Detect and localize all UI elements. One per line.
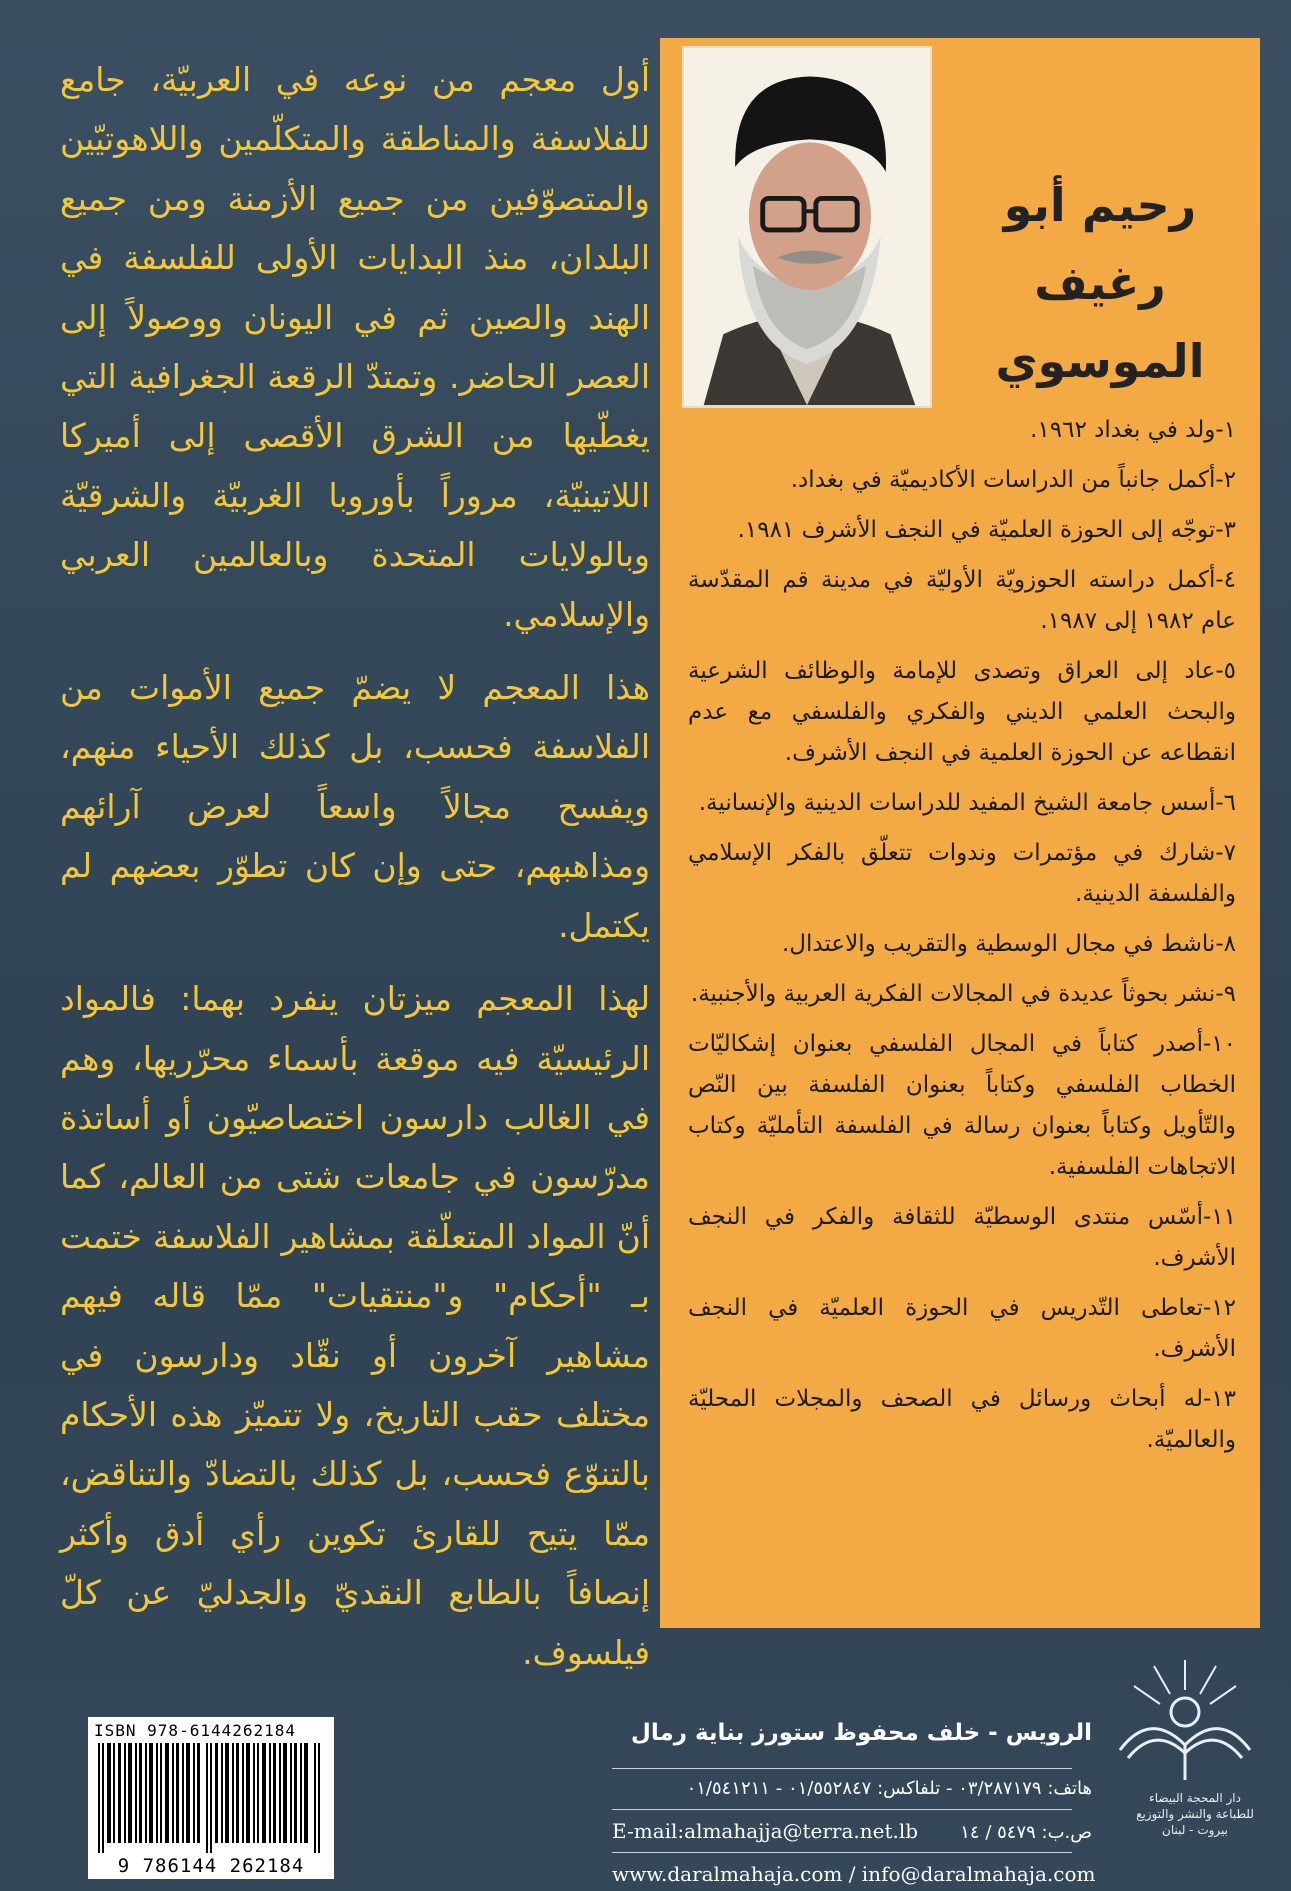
author-name [950,166,1250,400]
divider [612,1852,1072,1853]
publisher-address: الرويس - خلف محفوظ ستورز بناية رمال [630,1720,1092,1746]
bio-item: ٥-عاد إلى العراق وتصدى للإمامة والوظائف الشرعية والبحث العلمي الديني والفكري والفلسفي مع عدم انقطاعه عن الحوزة العلمية في النجف الأشرف. [688,658,1236,766]
author-portrait-icon [684,48,930,406]
publisher-email[interactable]: E-mail:almahajja@terra.net.lb [612,1819,919,1843]
logo-line-2: للطباعة والنشر والتوزيع [1136,1807,1254,1821]
bio-item: ٦-أسس جامعة الشيخ المفيد للدراسات الدينية والإنسانية. [698,790,1236,816]
author-name-line-3: الموسوي [995,334,1205,388]
bio-item: ٨-ناشط في مجال الوسطية والتقريب والاعتدال. [782,931,1236,957]
bio-item: ٤-أكمل دراسته الحوزويّة الأوليّة في مدينة قم المقدّسة عام ١٩٨٢ إلى ١٩٨٧. [688,567,1236,634]
divider [612,1809,1072,1810]
author-bio-list [688,410,1236,1470]
bio-item: ٢-أكمل جانباً من الدراسات الأكاديميّة في بغداد. [790,467,1236,493]
description-paragraph-1: أول معجم من نوعه في العربيّة، جامع للفلاسفة والمناطقة والمتكلّمين واللاهوتيّين والمتصوّفين من جميع الأزمنة ومن جميع البلدان، منذ البدايات الأولى للفلسفة في الهند والصين ثم في اليونان ووصولاً إلى العصر الحاضر. وتمتدّ الرقعة الجغرافية التي يغطّيها من الشرق الأقصى إلى أميركا اللاتينيّة، مروراً بأوروبا الغربيّة والشرقيّة وبالولايات المتحدة وبالعالمين العربي والإسلامي. [60,60,650,634]
publisher-logo-text [1130,1790,1260,1838]
description-paragraph-2: هذا المعجم لا يضمّ جميع الأموات من الفلاسفة فحسب، بل كذلك الأحياء منهم، ويفسح مجالاً واسعاً لعرض آرائهم ومذاهبهم، حتى وإن كان تطوّر بعضهم لم يكتمل. [60,668,650,945]
isbn-barcode [88,1717,334,1879]
publisher-info [612,1716,1096,1891]
barcode-bars-icon [98,1743,324,1853]
bio-item: ١-ولد في بغداد ١٩٦٢. [1030,417,1236,443]
book-description [60,50,650,1696]
description-paragraph-3: لهذا المعجم ميزتان ينفرد بهما: فالمواد الرئيسيّة فيه موقعة بأسماء محرّريها، وهم في الغالب دارسون اختصاصيّون أو أساتذة مدرّسون في جامعات شتى من العالم، كما أنّ المواد المتعلّقة بمشاهير الفلاسفة ختمت بـ "أحكام" و"منتقيات" ممّا قاله فيهم مشاهير آخرون أو نقّاد ودارسون في مختلف حقب التاريخ، ولا تتميّز هذه الأحكام بالتنوّع فحسب، بل كذلك بالتضادّ والتناقض، ممّا يتيح للقارئ تكوين رأي أدق وأكثر إنصافاً بالطابع النقديّ والجدليّ عن كلّ فيلسوف. [60,979,650,1672]
author-bio-panel [660,38,1260,1628]
author-name-line-2: رغيف [1034,256,1166,310]
publisher-phone: هاتف: ٠٣/٢٨٧١٧٩ - تلفاكس: ٠١/٥٥٢٨٤٧ - ٠١/٥٤١٢١١ [686,1778,1092,1799]
divider [612,1768,1072,1769]
publisher-website[interactable]: www.daralmahaja.com / info@daralmahaja.com [612,1862,1096,1886]
publisher-pobox: ص.ب: ٥٤٧٩ / ١٤ [960,1822,1092,1843]
author-photo [682,46,932,408]
bio-item: ١٠-أصدر كتاباً في المجال الفلسفي بعنوان إشكاليّات الخطاب الفلسفي وكتاباً بعنوان الفلسفة بين النّص والتّأويل وكتاباً بعنوان رسالة في الفلسفة التأمليّة وكتاب الاتجاهات الفلسفية. [688,1031,1236,1180]
bio-item: ١٢-تعاطى التّدريس في الحوزة العلميّة في النجف الأشرف. [688,1295,1236,1362]
book-logo-icon [1110,1650,1260,1790]
logo-line-1: دار المحجة البيضاء [1149,1791,1241,1805]
logo-line-3: بيروت - لبنان [1162,1823,1228,1837]
barcode-digits: 9 786144 262184 [117,1855,305,1877]
isbn-label: ISBN 978-6144262184 [94,1721,297,1740]
bio-item: ٣-توجّه إلى الحوزة العلميّة في النجف الأشرف ١٩٨١. [737,517,1236,543]
bio-item: ١١-أسّس منتدى الوسطيّة للثقافة والفكر في النجف الأشرف. [688,1204,1236,1271]
author-name-line-1: رحيم أبو [1003,178,1197,232]
bio-item: ١٣-له أبحاث ورسائل في الصحف والمجلات المحليّة والعالميّة. [688,1386,1236,1453]
bio-item: ٩-نشر بحوثاً عديدة في المجالات الفكرية العربية والأجنبية. [690,981,1236,1007]
bio-item: ٧-شارك في مؤتمرات وندوات تتعلّق بالفكر الإسلامي والفلسفة الدينية. [688,840,1236,907]
publisher-email-row [612,1814,1092,1848]
